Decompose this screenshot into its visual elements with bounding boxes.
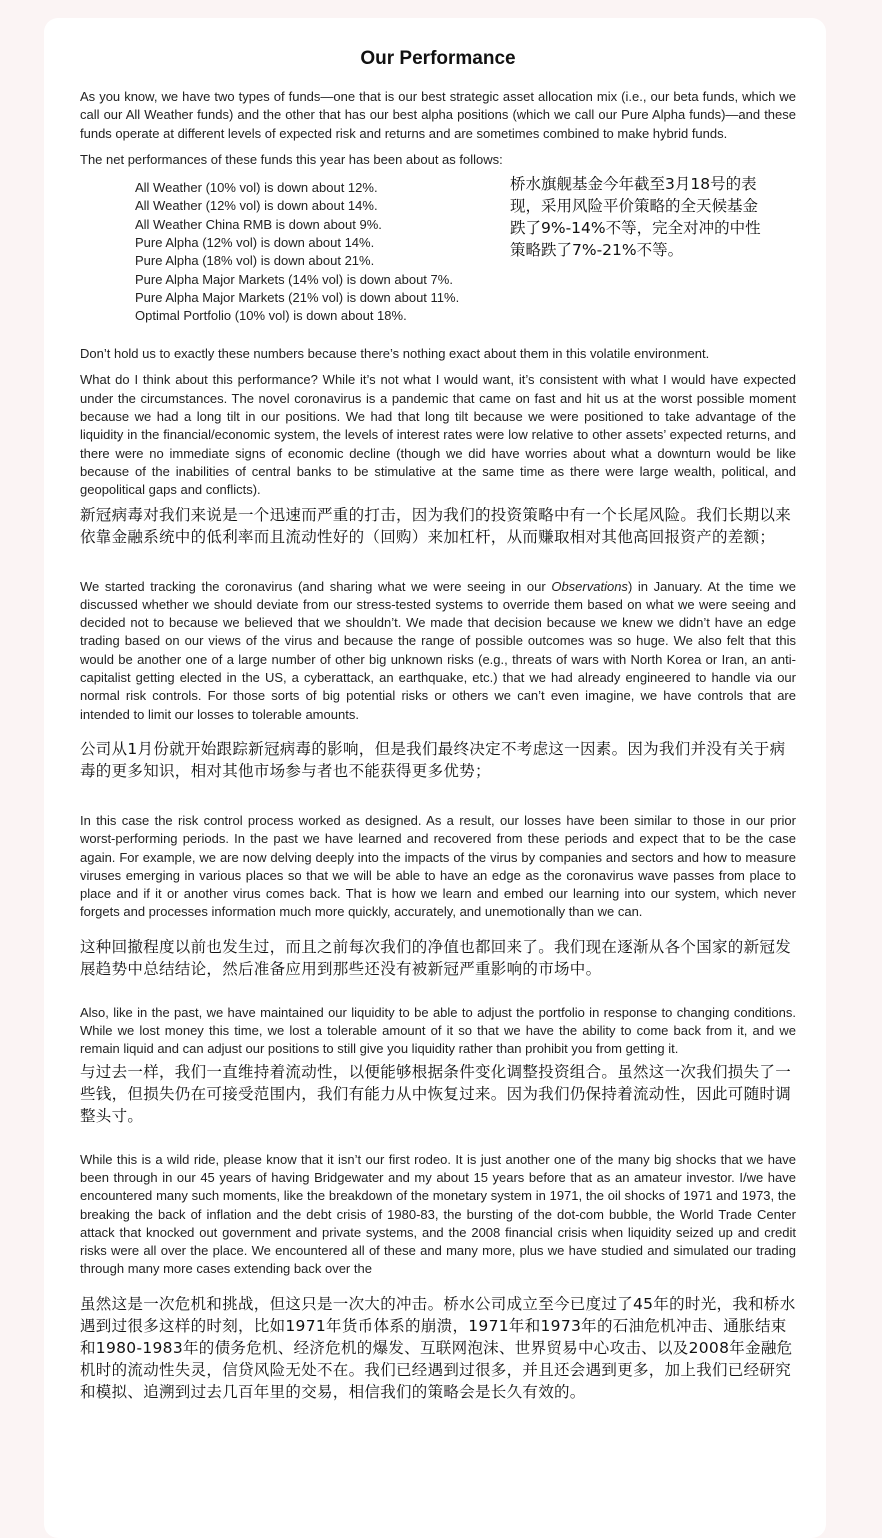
performance-item: All Weather (10% vol) is down about 12%. bbox=[135, 180, 378, 196]
article-card bbox=[44, 18, 826, 1538]
paragraph-1-cn: 新冠病毒对我们来说是一个迅速而严重的打击，因为我们的投资策略中有一个长尾风险。我们长期以来依靠金融系统中的低利率而且流动性好的（回购）来加杠杆，从而赚取相对其他高回报资产的差额； bbox=[80, 505, 792, 546]
observations-emphasis: Observations bbox=[551, 578, 628, 594]
spacer bbox=[80, 1127, 796, 1151]
performance-list bbox=[135, 179, 515, 325]
paragraph-2-en bbox=[80, 578, 796, 724]
performance-note-cn: 桥水旗舰基金今年截至3月18号的表现，采用风险平价策略的全天候基金跌了9%-14%不等，完全对冲的中性策略跌了7%-21%不等。 bbox=[510, 175, 761, 260]
performance-item: Pure Alpha (12% vol) is down about 14%. bbox=[135, 235, 375, 251]
article-content bbox=[80, 48, 796, 1403]
page-title: Our Performance bbox=[360, 48, 516, 69]
paragraph-3-cn: 这种回撤程度以前也发生过，而且之前每次我们的净值也都回来了。我们现在逐渐从各个国家的新冠发展趋势中总结结论，然后准备应用到那些还没有被新冠严重影响的市场中。 bbox=[80, 937, 792, 978]
paragraph-2-cn: 公司从1月份就开始跟踪新冠病毒的影响，但是我们最终决定不考虑这一因素。因为我们并没有关于病毒的更多知识，相对其他市场参与者也不能获得更多优势； bbox=[80, 739, 786, 780]
paragraph-4-en: Also, like in the past, we have maintained our liquidity to be able to adjust the portfolio in response to changing conditions. While we lost money this time, we lost a tolerable amount of it so that we have the ability to come back from it, and we remain liquid and can adjust our positions to still give you liquidity rather than prohibit you from getting it. bbox=[80, 1004, 796, 1057]
performance-section bbox=[80, 175, 796, 339]
paragraph-5-cn: 虽然这是一次危机和挑战，但这只是一次大的冲击。桥水公司成立至今已度过了45年的时光，我和桥水遇到过很多这样的时刻，比如1971年货币体系的崩溃，1971年和1973年的石油危机冲击、通胀结束和1980-1983年的债务危机、经济危机的爆发、互联网泡沫、世界贸易中心攻击、以及2008年金融危机时的流动性失灵，信贷风险无处不在。我们已经遇到过很多，并且还会遇到更多，加上我们已经研究和模拟、追溯到过去几百年里的交易，相信我们的策略会是长久有效的。 bbox=[80, 1294, 796, 1401]
paragraph-1-en: What do I think about this performance? While it’s not what I would want, it’s consistent with what I would have expected under the circumstances. The novel coronavirus is a pandemic that came on fast and hit us at the worst possible moment because we had a long tilt in our positions. We had that long tilt because we were positioned to take advantage of the liquidity in the financial/economic system, the levels of interest rates were low relative to other assets’ expected returns, and there were no immediate signs of economic decline (though we did have worries about what a downturn would be like because of the inabilities of central banks to be stimulative at the same time as there were large wealth, political, and geopolitical gaps and conflicts). bbox=[80, 372, 796, 498]
spacer bbox=[80, 782, 796, 812]
paragraph-3-en: In this case the risk control process worked as designed. As a result, our losses have been similar to those in our prior worst-performing periods. In the past we have learned and recovered from these periods and expect that to be the case again. For example, we are now delving deeply into the impacts of the virus by companies and sectors and how to measure viruses emerging in various places so that we will be able to have an edge as the coronavirus wave passes from place to place and if it or another virus comes back. That is how we learn and embed our learning into our system, which never forgets and processes information much more quickly, accurately, and unemotionally than we can. bbox=[80, 812, 796, 920]
performance-item: All Weather (12% vol) is down about 14%. bbox=[135, 198, 378, 214]
paragraph-2-text-a: We started tracking the coronavirus (and sharing what we were seeing in our bbox=[80, 578, 552, 594]
intro-paragraph: As you know, we have two types of funds—one that is our best strategic asset allocation mix (i.e., our beta funds, which we call our All Weather funds) and the other that has our best alpha positions (which we call our Pure Alpha funds)—and these funds operate at different levels of expected risk and returns and are sometimes combined to make hybrid funds. bbox=[80, 89, 796, 141]
net-performance-intro: The net performances of these funds this year has been about as follows: bbox=[80, 151, 503, 167]
spacer bbox=[80, 980, 796, 1004]
paragraph-4-cn: 与过去一样，我们一直维持着流动性，以便能够根据条件变化调整投资组合。虽然这一次我们损失了一些钱，但损失仍在可接受范围内，我们有能力从中恢复过来。因为我们仍保持着流动性，因此可随时调整头寸。 bbox=[80, 1062, 792, 1125]
performance-item: Pure Alpha Major Markets (14% vol) is down about 7%. bbox=[135, 271, 453, 287]
paragraph-2-text-b: ) in January. At the time we discussed whether we should deviate from our stress-tested systems to override them based on what we were seeing and decided not to because we believed that we shouldn’t. We made that decision because we knew we didn’t have an edge trading based on our views of the virus and because the range of possible outcomes was so huge. We also felt that this would be another one of a large number of other big unknown risks (e.g., threats of wars with North Korea or Iran, an anti-capitalist getting elected in the US, a cyberattack, an earthquake, etc.) that we had already engineered to handle via our normal risk controls. For those sorts of big potential risks or others we can’t even imagine, we have controls that are intended to limit our losses to tolerable amounts. bbox=[80, 578, 796, 722]
performance-item: Pure Alpha Major Markets (21% vol) is down about 11%. bbox=[135, 289, 460, 305]
paragraph-5-en: While this is a wild ride, please know that it isn’t our first rodeo. It is just another one of the many big shocks that we have been through in our 45 years of having Bridgewater and my about 15 years before that as an amateur investor. I/we have encountered many such moments, like the breakdown of the monetary system in 1971, the oil shocks of 1971 and 1973, the breaking the back of inflation and the debt crisis of 1980-83, the bursting of the dot-com bubble, the World Trade Center attack that knocked out government and private systems, and the 2008 financial crisis when liquidity seized up and credit risks were all over the place. We encountered all of these and many more, plus we have studied and simulated our trading through many more cases extending back over the bbox=[80, 1151, 796, 1277]
disclaimer-paragraph: Don’t hold us to exactly these numbers because there’s nothing exact about them in this volatile environment. bbox=[80, 346, 710, 362]
performance-item: Pure Alpha (18% vol) is down about 21%. bbox=[135, 253, 375, 269]
performance-item: All Weather China RMB is down about 9%. bbox=[135, 216, 382, 232]
spacer bbox=[80, 548, 796, 578]
performance-item: Optimal Portfolio (10% vol) is down about 18%. bbox=[135, 308, 407, 324]
